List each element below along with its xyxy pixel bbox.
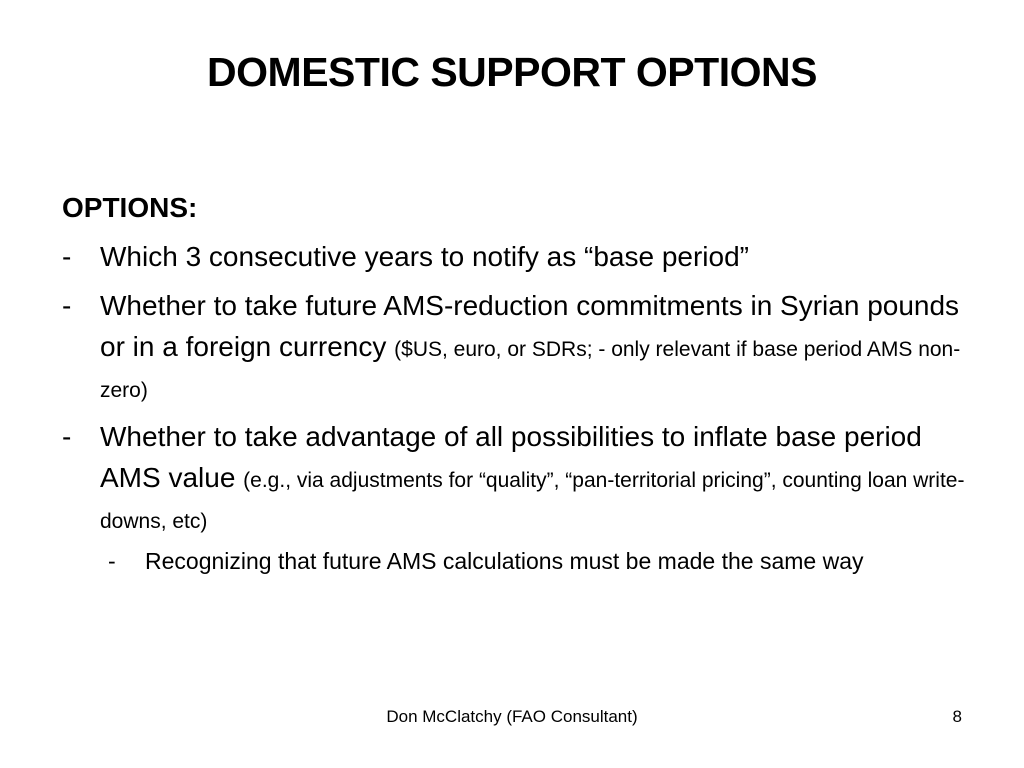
slide-title: DOMESTIC SUPPORT OPTIONS bbox=[207, 49, 817, 95]
sub-bullet-item bbox=[108, 545, 982, 578]
bullet-dash: - bbox=[62, 421, 72, 452]
bullet-item bbox=[62, 416, 982, 539]
footer-author: Don McClatchy (FAO Consultant) bbox=[386, 707, 638, 726]
bullet-main-text: Whether to take future AMS-reduction commitments in Syrian pounds or in a foreign currency bbox=[100, 290, 960, 362]
bullet-main-text: Which 3 consecutive years to notify as “base period” bbox=[100, 241, 749, 272]
options-heading: OPTIONS: bbox=[62, 192, 198, 223]
bullet-note: (e.g., via adjustments for “quality”, “pan-territorial pricing”, counting loan write-downs, etc) bbox=[100, 469, 965, 533]
bullet-item bbox=[62, 236, 982, 277]
page-number: 8 bbox=[952, 707, 962, 726]
bullet-text bbox=[100, 236, 749, 277]
bullet-dash: - bbox=[62, 290, 72, 321]
bullet-main-text: Whether to take advantage of all possibilities to inflate base period AMS value bbox=[100, 421, 922, 493]
sub-bullet-dash: - bbox=[108, 548, 116, 574]
bullet-text bbox=[100, 285, 982, 408]
bullet-note: ($US, euro, or SDRs; - only relevant if base period AMS non-zero) bbox=[100, 338, 961, 402]
bullet-dash: - bbox=[62, 241, 72, 272]
bullet-item bbox=[62, 285, 982, 408]
slide-body bbox=[62, 186, 982, 578]
sub-bullet-text: Recognizing that future AMS calculations must be made the same way bbox=[145, 548, 864, 574]
bullet-text bbox=[100, 416, 982, 539]
